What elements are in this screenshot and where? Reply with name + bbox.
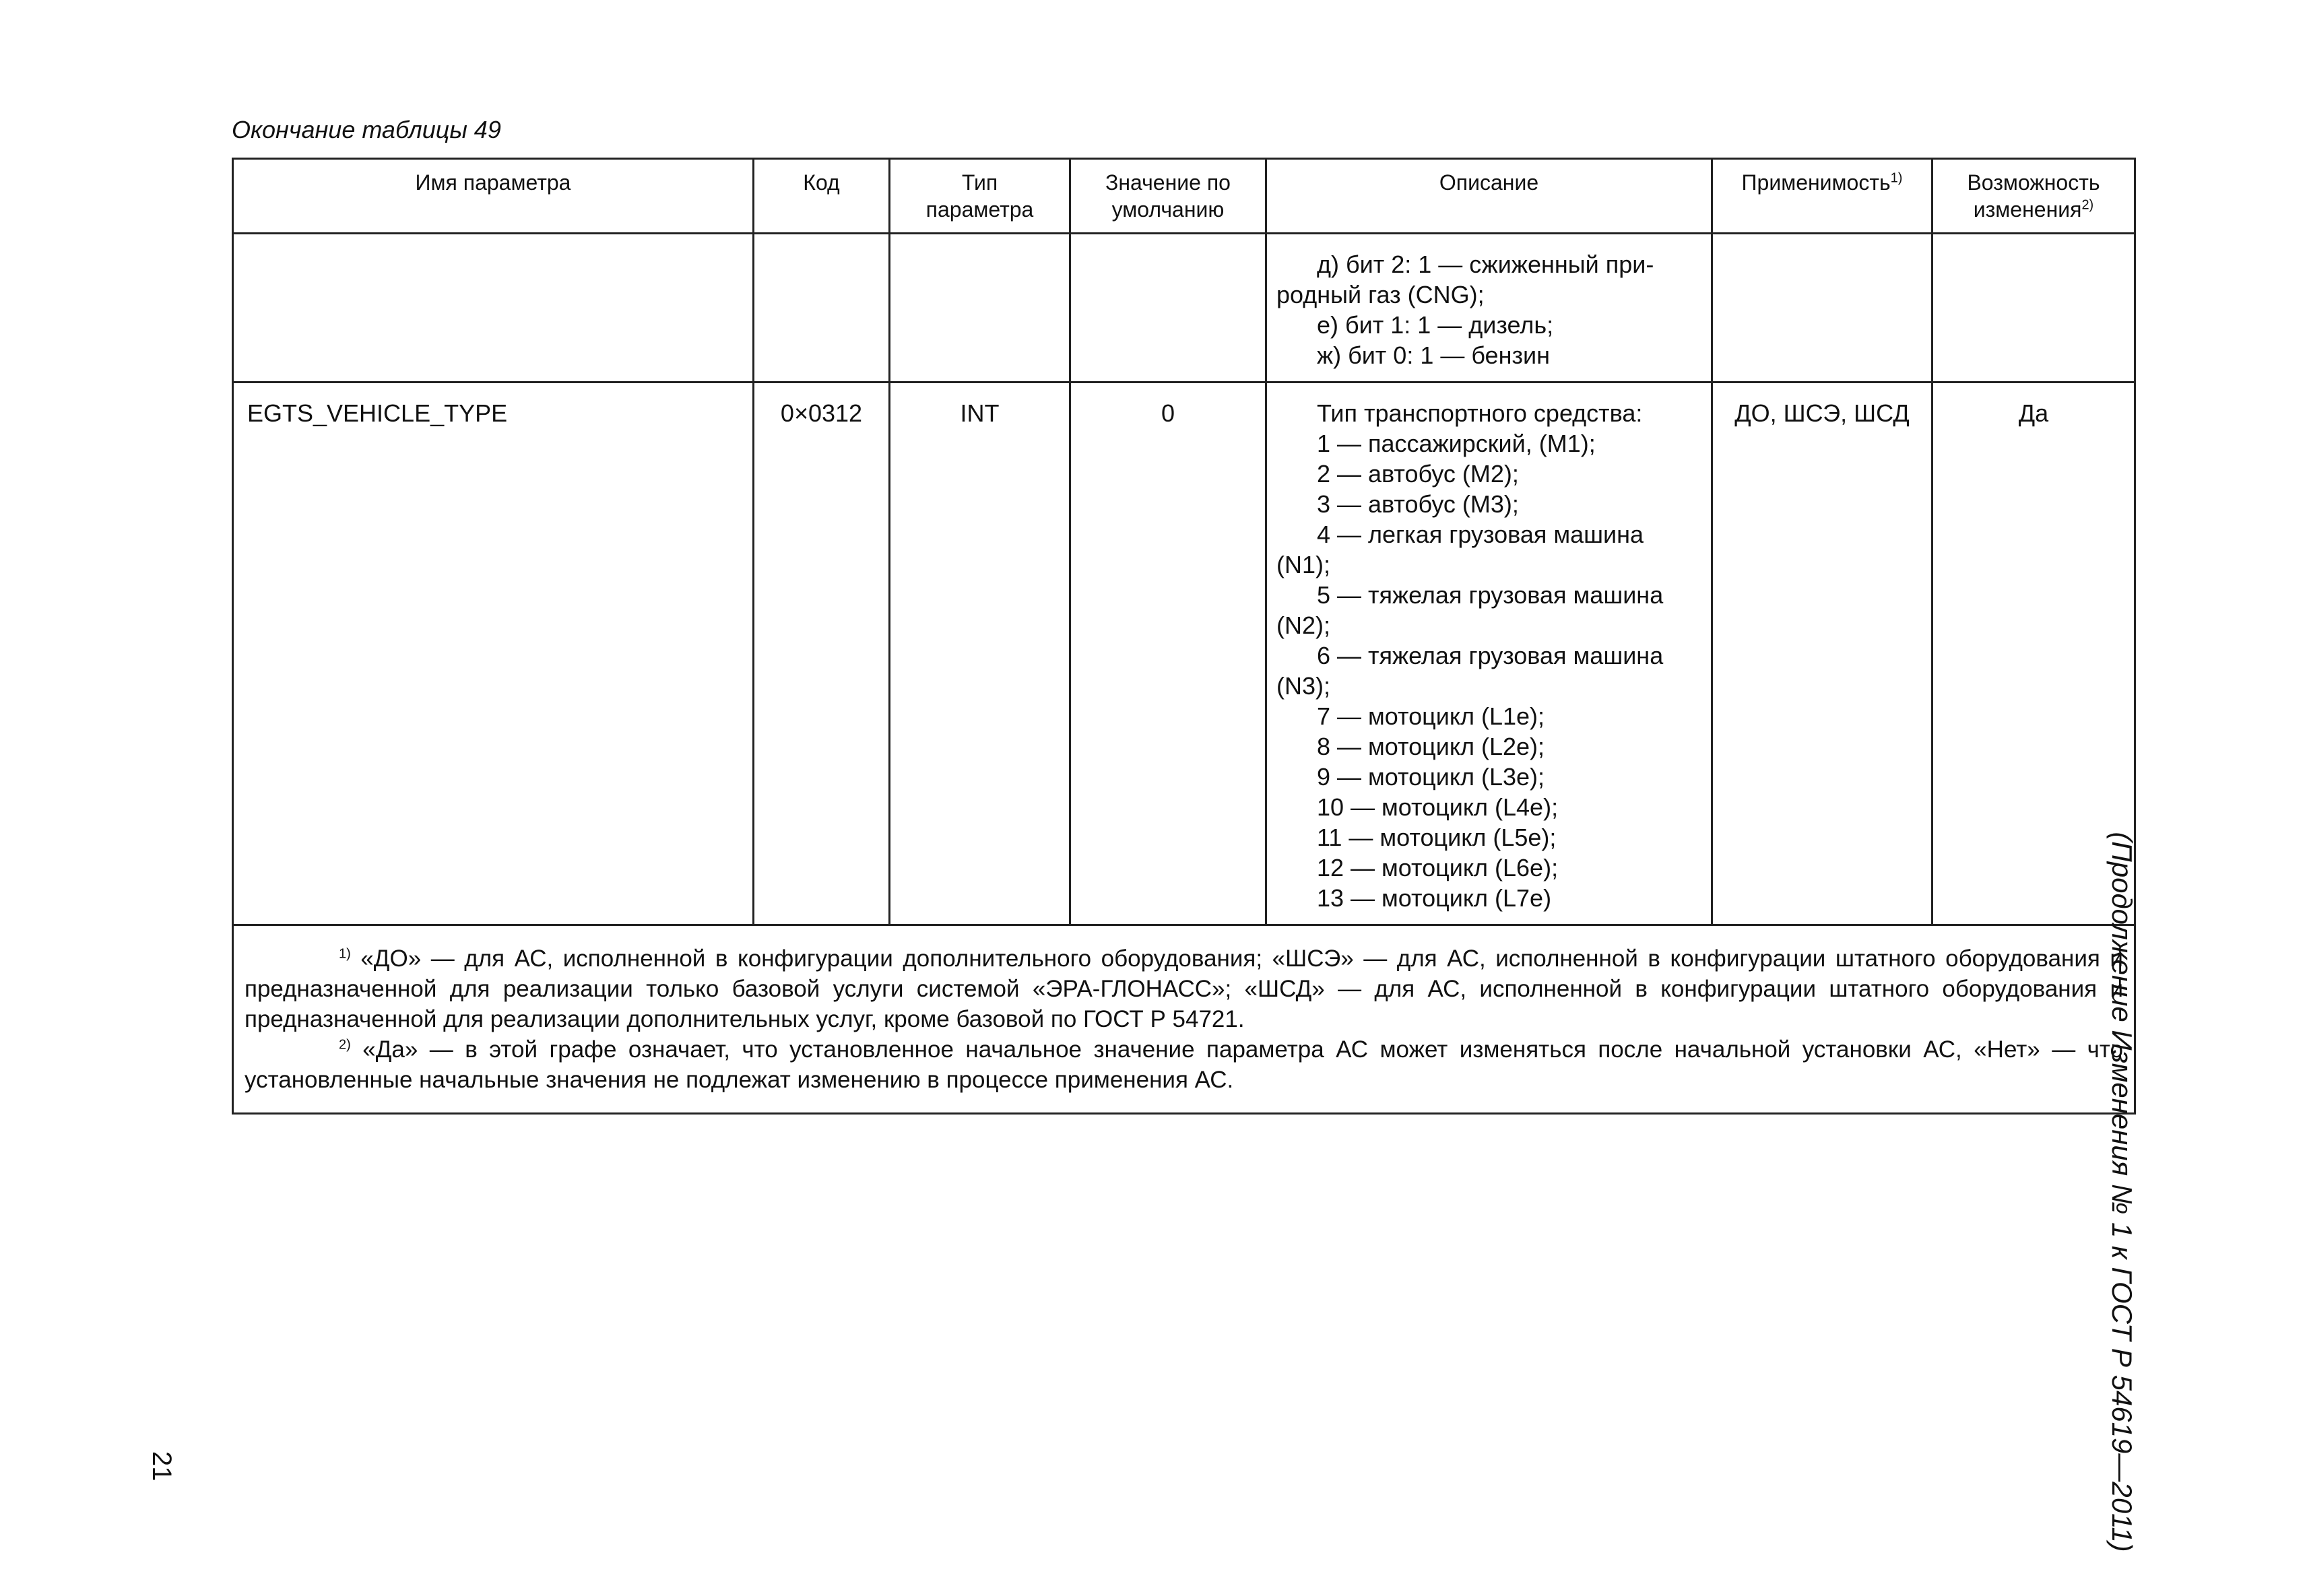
- footnote-ref-1: 1): [1890, 170, 1903, 186]
- description-line: 12 — мотоцикл (L6e);: [1317, 854, 1559, 882]
- description-line: 1 — пассажирский, (M1);: [1317, 430, 1596, 457]
- footnote-1-text: «ДО» — для АС, исполненной в конфигурации дополнительного оборудования; «ШСЭ» — для АС, исполненной в конфигурации штатного оборудования и предназначенной для реализации только базовой услуги системой «ЭРА-ГЛОНАСС»; «ШСД» — для АС, исполненной в конфигурации штатного оборудования и предназначенной для реализации дополнительных услуг, кроме базовой по ГОСТ Р 54721.: [245, 945, 2123, 1032]
- cell-applicability: ДО, ШСЭ, ШСД: [1712, 383, 1932, 925]
- description-line: ж) бит 0: 1 — бензин: [1317, 341, 1550, 369]
- description-line: 7 — мотоцикл (L1e);: [1317, 702, 1545, 730]
- description-line: д) бит 2: 1 — сжиженный при-: [1317, 251, 1654, 278]
- description-line: 9 — мотоцикл (L3e);: [1317, 763, 1545, 791]
- cell-code: 0×0312: [754, 383, 890, 925]
- description-line: Тип транспортного средства:: [1317, 399, 1643, 427]
- description-line: 5 — тяжелая грузовая машина: [1317, 581, 1664, 609]
- description-line: 11 — мотоцикл (L5e);: [1317, 824, 1557, 851]
- side-running-title: (Продолжение Изменения № 1 к ГОСТ Р 54619—2011): [2106, 832, 2138, 1552]
- description-line: (N1);: [1276, 551, 1330, 578]
- header-default-line2: умолчанию: [1111, 197, 1225, 222]
- description-line: 8 — мотоцикл (L2e);: [1317, 733, 1545, 760]
- cell-empty: [233, 234, 754, 383]
- table-header-row: [233, 159, 2135, 234]
- table-row-continuation: [233, 234, 2135, 383]
- description-line: е) бит 1: 1 — дизель;: [1317, 311, 1554, 339]
- table-notes-row: [233, 925, 2135, 1114]
- cell-parameter-name: EGTS_VEHICLE_TYPE: [233, 383, 754, 925]
- cell-changeability: Да: [1932, 383, 2135, 925]
- description-line: (N3);: [1276, 672, 1330, 700]
- header-applicability: [1712, 159, 1932, 234]
- table-caption: Окончание таблицы 49: [232, 116, 501, 143]
- footnote-2: [245, 1034, 2123, 1095]
- cell-empty: [1070, 234, 1266, 383]
- page-number: 21: [147, 1451, 176, 1482]
- table-row: [233, 383, 2135, 925]
- cell-empty: [890, 234, 1070, 383]
- cell-description: [1266, 383, 1712, 925]
- footnote-ref-2: 2): [2081, 197, 2094, 213]
- header-default-value: [1070, 159, 1266, 234]
- description-line: 4 — легкая грузовая машина: [1317, 521, 1644, 548]
- header-change-line2: изменения: [1973, 197, 2082, 222]
- cell-parameter-type: INT: [890, 383, 1070, 925]
- parameters-table: [232, 158, 2136, 1115]
- header-type-line1: Тип: [961, 170, 998, 195]
- cell-empty: [1712, 234, 1932, 383]
- description-line: 2 — автобус (M2);: [1317, 460, 1519, 488]
- cell-empty: [754, 234, 890, 383]
- description-line: 13 — мотоцикл (L7e): [1317, 884, 1552, 912]
- footnote-2-text: «Да» — в этой графе означает, что установленное начальное значение параметра АС может изменяться после начальной установки АС, «Нет» — что установленные начальные значения не подлежат изменению в процессе применения АС.: [245, 1036, 2123, 1093]
- header-applicability-label: Применимость: [1741, 170, 1891, 195]
- description-line: 3 — автобус (M3);: [1317, 490, 1519, 518]
- header-changeability: [1932, 159, 2135, 234]
- cell-default-value: 0: [1070, 383, 1266, 925]
- description-line: родный газ (CNG);: [1276, 281, 1485, 308]
- header-default-line1: Значение по: [1105, 170, 1231, 195]
- cell-description-continuation: [1266, 234, 1712, 383]
- description-line: (N2);: [1276, 611, 1330, 639]
- description-line: 6 — тяжелая грузовая машина: [1317, 642, 1664, 669]
- footnote-1-mark: 1): [339, 946, 351, 962]
- header-code: Код: [754, 159, 890, 234]
- cell-empty: [1932, 234, 2135, 383]
- table-notes: [233, 925, 2135, 1114]
- header-type-line2: параметра: [925, 197, 1034, 222]
- header-parameter-type: [890, 159, 1070, 234]
- header-change-line1: Возможность: [1967, 170, 2100, 195]
- header-description: Описание: [1266, 159, 1712, 234]
- footnote-1: [245, 943, 2123, 1034]
- footnote-2-mark: 2): [339, 1037, 351, 1053]
- description-line: 10 — мотоцикл (L4e);: [1317, 793, 1559, 821]
- header-parameter-name: Имя параметра: [233, 159, 754, 234]
